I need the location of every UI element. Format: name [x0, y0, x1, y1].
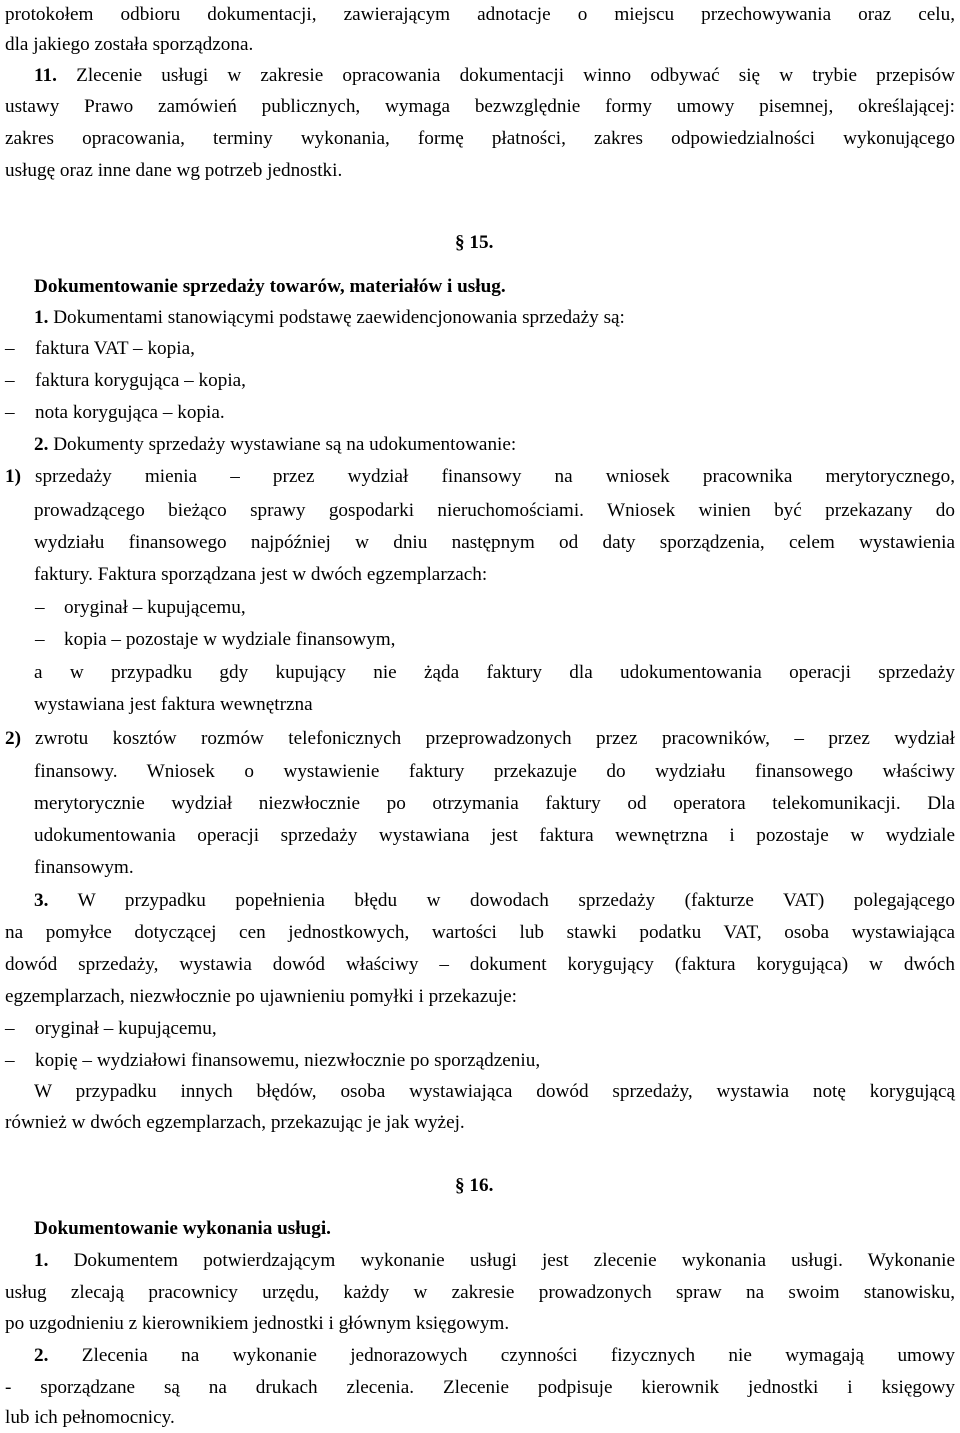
text-line: egzemplarzach, niezwłocznie po ujawnieniu pomyłki i przekazuje:	[5, 986, 517, 1007]
section-16-symbol: § 16.	[455, 1175, 494, 1196]
numbered-item-2: 2) zwrotu kosztów rozmów telefonicznych przeprowadzonych przez pracowników, – przez wydział	[5, 728, 955, 749]
section-15-p3: 3. W przypadku popełnienia błędu w dowodach sprzedaży (fakturze VAT) polegającego	[34, 890, 955, 911]
list-item: – kopia – pozostaje w wydziale finansowym,	[35, 629, 396, 650]
list-item: – oryginał – kupującemu,	[35, 597, 246, 618]
text-line: protokołem odbioru dokumentacji, zawierającym adnotacje o miejscu przechowywania oraz celu,	[5, 4, 955, 25]
text-line: prowadzącego bieżąco sprawy gospodarki nieruchomościami. Wniosek winien być przekazany do	[34, 500, 955, 521]
section-16-p1: 1. Dokumentem potwierdzającym wykonanie usługi jest zlecenie wykonania usługi. Wykonanie	[34, 1250, 956, 1271]
text-line: wydziału finansowego najpóźniej w dniu następnym od daty sporządzenia, celem wystawienia	[34, 532, 955, 553]
paragraph-text: Zlecenie usługi w zakresie opracowania dokumentacji winno odbywać się w trybie przepisów	[76, 65, 956, 86]
numbered-item-1: 1) sprzedaży mienia – przez wydział finansowy na wniosek pracownika merytorycznego,	[5, 466, 955, 487]
text-line: merytorycznie wydział niezwłocznie po otrzymania faktury od operatora telekomunikacji. Dla	[34, 793, 955, 814]
text-line: W przypadku innych błędów, osoba wystawiająca dowód sprzedaży, wystawia notę korygującą	[34, 1081, 955, 1102]
text-line: wystawiana jest faktura wewnętrzna	[34, 694, 313, 715]
list-item: – faktura VAT – kopia,	[5, 338, 195, 359]
text-line: - sporządzane są na drukach zlecenia. Zlecenie podpisuje kierownik jednostki i księgowy	[5, 1377, 955, 1398]
paragraph-number: 11.	[34, 65, 57, 86]
text-line: dla jakiego została sporządzona.	[5, 34, 254, 55]
section-16-p2: 2. Zlecenia na wykonanie jednorazowych czynności fizycznych nie wymagają umowy	[34, 1345, 956, 1366]
text-line: udokumentowania operacji sprzedaży wystawiana jest faktura wewnętrzna i pozostaje w wydziale	[34, 825, 955, 846]
section-15-heading: Dokumentowanie sprzedaży towarów, materiałów i usług.	[34, 276, 506, 297]
text-line: usługę oraz inne dane wg potrzeb jednostki.	[5, 160, 343, 181]
section-16-heading: Dokumentowanie wykonania usługi.	[34, 1218, 331, 1239]
text-line: finansowym.	[34, 857, 134, 878]
text-line: dowód sprzedaży, wystawia dowód właściwy – dokument korygujący (faktura korygująca) w dwóch	[5, 954, 955, 975]
section-15-symbol: § 15.	[455, 232, 494, 253]
list-item: – oryginał – kupującemu,	[5, 1018, 217, 1039]
text-line: usług zlecają pracownicy urzędu, każdy w zakresie prowadzonych spraw na swoim stanowisku,	[5, 1282, 955, 1303]
paragraph-11-line	[34, 61, 955, 91]
text-line: zakres opracowania, terminy wykonania, formę płatności, zakres odpowiedzialności wykonującego	[5, 128, 955, 149]
list-item: – nota korygująca – kopia.	[5, 402, 225, 423]
text-line: po uzgodnieniu z kierownikiem jednostki i głównym księgowym.	[5, 1313, 510, 1334]
text-line: na pomyłce dotyczącej cen jednostkowych, wartości lub stawki podatku VAT, osoba wystawiająca	[5, 922, 955, 943]
list-item: – faktura korygująca – kopia,	[5, 370, 246, 391]
text-line: również w dwóch egzemplarzach, przekazując je jak wyżej.	[5, 1112, 465, 1133]
text-line: a w przypadku gdy kupujący nie żąda faktury dla udokumentowania operacji sprzedaży	[34, 662, 955, 683]
text-line: lub ich pełnomocnicy.	[5, 1407, 175, 1428]
section-15-p2: 2. Dokumenty sprzedaży wystawiane są na udokumentowanie:	[34, 434, 517, 455]
text-line: faktury. Faktura sporządzana jest w dwóch egzemplarzach:	[34, 564, 488, 585]
list-item: – kopię – wydziałowi finansowemu, niezwłocznie po sporządzeniu,	[5, 1050, 541, 1071]
section-15-p1: 1. Dokumentami stanowiącymi podstawę zaewidencjonowania sprzedaży są:	[34, 307, 625, 328]
text-line: ustawy Prawo zamówień publicznych, wymaga bezwzględnie formy umowy pisemnej, określającej:	[5, 96, 955, 117]
text-line: finansowy. Wniosek o wystawienie faktury przekazuje do wydziału finansowego właściwy	[34, 761, 955, 782]
